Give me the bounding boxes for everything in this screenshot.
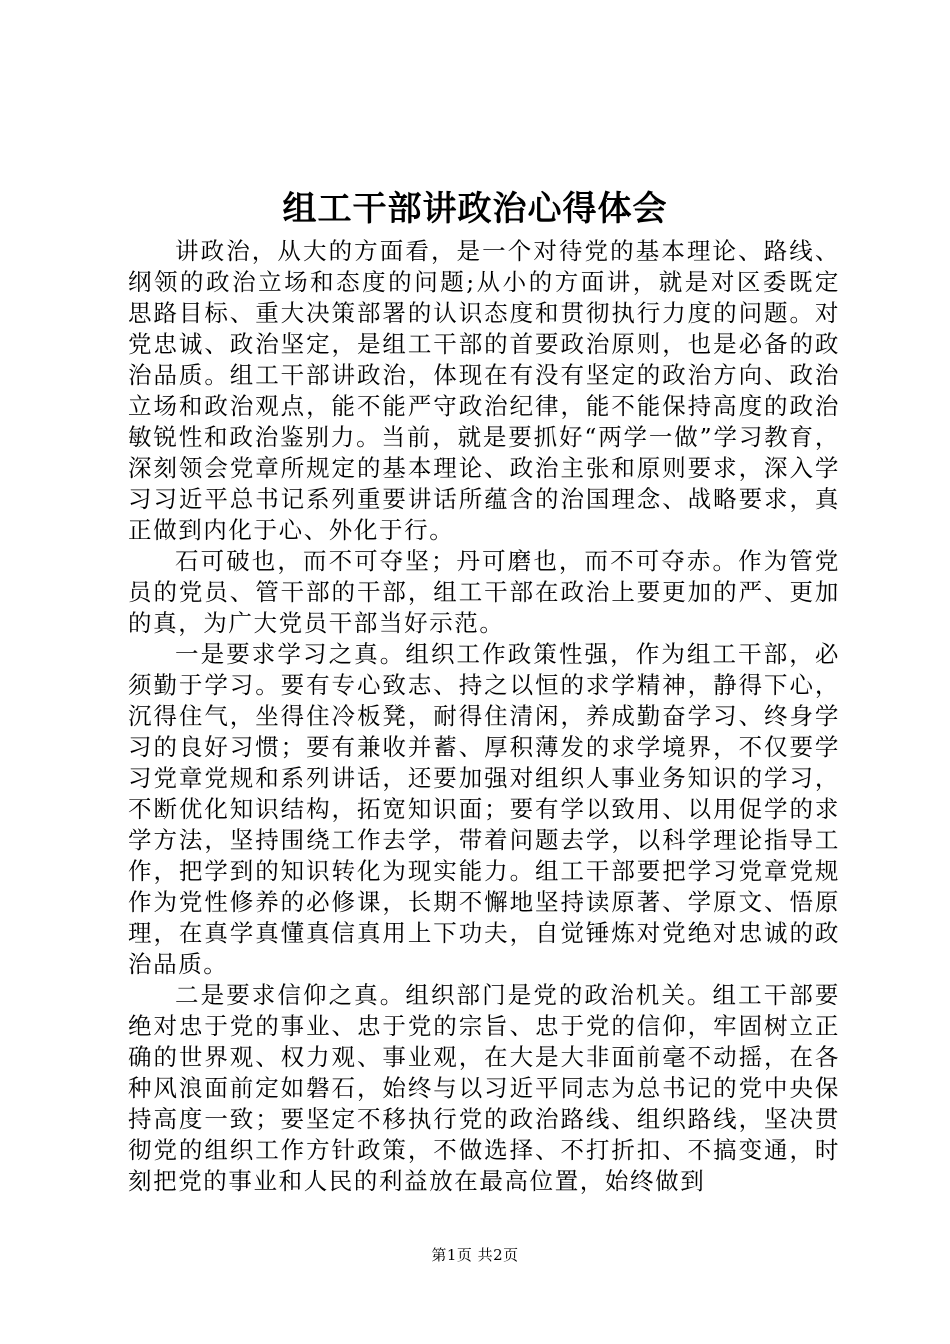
- page-footer: 第1页 共2页: [431, 1246, 519, 1264]
- paragraph-1: 讲政治，从大的方面看，是一个对待党的基本理论、路线、纲领的政治立场和态度的问题;从小的方面讲，就是对区委既定思路目标、重大决策部署的认识态度和贯彻执行力度的问题。对党忠诚、政治坚定，是组工干部的首要政治原则，也是必备的政治品质。组工干部讲政治，体现在有没有坚定的政治方向、政治立场和政治观点，能不能严守政治纪律，能不能保持高度的政治敏锐性和政治鉴别力。当前，就是要抓好“两学一做”学习教育，深刻领会党章所规定的基本理论、政治主张和原则要求，深入学习习近平总书记系列重要讲话所蕴含的治国理念、战略要求，真正做到内化于心、外化于行。: [128, 237, 840, 544]
- paragraph-3: 一是要求学习之真。组织工作政策性强，作为组工干部，必须勤于学习。要有专心致志、持之以恒的求学精神，静得下心，沉得住气，坐得住冷板凳，耐得住清闲，养成勤奋学习、终身学习的良好习惯；要有兼收并蓄、厚积薄发的求学境界，不仅要学习党章党规和系列讲话，还要加强对组织人事业务知识的学习，不断优化知识结构，拓宽知识面；要有学以致用、以用促学的求学方法，坚持围绕工作去学，带着问题去学，以科学理论指导工作，把学到的知识转化为现实能力。组工干部要把学习党章党规作为党性修养的必修课，长期不懈地坚持读原著、学原文、悟原理，在真学真懂真信真用上下功夫，自觉锤炼对党绝对忠诚的政治品质。: [128, 640, 840, 978]
- paragraph-2: 石可破也，而不可夺坚；丹可磨也，而不可夺赤。作为管党员的党员、管干部的干部，组工干部在政治上要更加的严、更加的真，为广大党员干部当好示范。: [128, 547, 840, 637]
- document-body: [128, 236, 840, 1197]
- paragraph-4: 二是要求信仰之真。组织部门是党的政治机关。组工干部要绝对忠于党的事业、忠于党的宗旨、忠于党的信仰，牢固树立正确的世界观、权力观、事业观，在大是大非面前毫不动摇，在各种风浪面前定如磐石，始终与以习近平同志为总书记的党中央保持高度一致；要坚定不移执行党的政治路线、组织路线，坚决贯彻党的组织工作方针政策，不做选择、不打折扣、不搞变通，时刻把党的事业和人民的利益放在最高位置，始终做到: [128, 981, 840, 1195]
- document-title: 组工干部讲政治心得体会: [282, 189, 668, 229]
